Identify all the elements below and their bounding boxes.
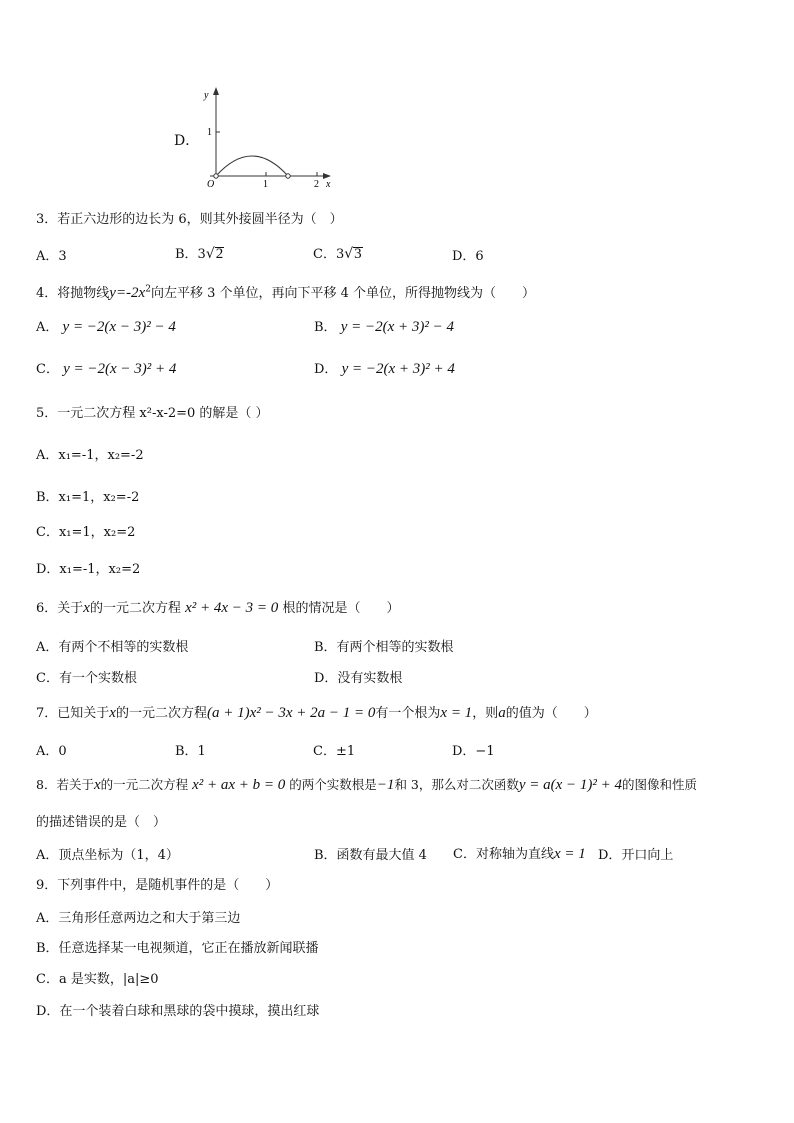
q8-option-b: B．函数有最大值 4: [314, 848, 427, 863]
q7-option-d: D．−1: [452, 744, 495, 759]
q5-option-d: D．x₁=-1，x₂=2: [36, 562, 141, 577]
q8-option-a: A．顶点坐标为（1，4）: [36, 848, 179, 863]
q6-option-c: C．有一个实数根: [36, 671, 137, 686]
q7-stem: 7．已知关于x的一元二次方程(a + 1)x² − 3x + 2a − 1 = 0有一个根为x = 1，则a的值为（ ）: [36, 705, 597, 721]
parabola-curve: [216, 156, 288, 176]
y-tick-1: 1: [207, 127, 212, 138]
q6-option-a: A．有两个不相等的实数根: [36, 640, 189, 655]
q9-stem: 9．下列事件中，是随机事件的是（ ）: [36, 878, 279, 893]
q3-option-c: C．3√3: [313, 246, 362, 262]
open-endpoint: [286, 174, 290, 178]
q7-option-b: B．1: [175, 744, 206, 759]
q4-option-d: D． y = −2(x + 3)² + 4: [314, 361, 455, 377]
x-tick-2: 2: [314, 179, 319, 190]
q3-option-b: B．3√2: [175, 246, 224, 262]
y-axis-label: y: [204, 90, 209, 101]
q9-option-b: B．任意选择某一电视频道，它正在播放新闻联播: [36, 941, 319, 956]
q8-stem-line2: 的描述错误的是（ ）: [36, 815, 167, 830]
q8-option-d: D．开口向上: [598, 848, 674, 863]
q6-stem: 6．关于x的一元二次方程 x² + 4x − 3 = 0 根的情况是（ ）: [36, 600, 400, 616]
q9-option-c: C．a 是实数，|a|≥0: [36, 972, 159, 987]
q5-option-b: B．x₁=1，x₂=-2: [36, 490, 140, 505]
option-d-label: D．: [174, 133, 200, 149]
option-d-graph: [196, 86, 346, 196]
x-axis-label: x: [326, 179, 331, 190]
q3-stem: 3．若正六边形的边长为 6，则其外接圆半径为（ ）: [36, 212, 343, 227]
q8-option-c: C．对称轴为直线x = 1: [453, 846, 586, 862]
origin-label: O: [207, 179, 215, 190]
q4-option-c: C． y = −2(x − 3)² + 4: [36, 361, 177, 377]
q3-option-d: D．6: [452, 249, 484, 264]
q7-option-c: C．±1: [313, 744, 356, 759]
q5-option-a: A．x₁=-1，x₂=-2: [36, 448, 144, 463]
origin-point: [214, 174, 218, 178]
q3-option-a: A．3: [36, 249, 67, 264]
y-axis-arrow: [213, 87, 219, 95]
q8-stem: 8．若关于x的一元二次方程 x² + ax + b = 0 的两个实数根是−1和 3，那么对二次函数y = a(x − 1)² + 4的图像和性质: [36, 777, 698, 793]
q4-option-b: B． y = −2(x + 3)² − 4: [314, 319, 454, 335]
q4-option-a: A． y = −2(x − 3)² − 4: [36, 319, 176, 335]
q5-stem: 5．一元二次方程 x²-x-2=0 的解是（ ）: [36, 406, 269, 421]
q9-option-a: A．三角形任意两边之和大于第三边: [36, 911, 241, 926]
q5-option-c: C．x₁=1，x₂=2: [36, 525, 136, 540]
q4-stem: 4．将抛物线$y=-2x^2$向左平移 3 个单位，再向下平移 4 个单位，所得抛物线为（ ）: [36, 284, 536, 301]
q6-option-b: B．有两个相等的实数根: [314, 640, 454, 655]
q7-option-a: A．0: [36, 744, 67, 759]
q9-option-d: D．在一个装着白球和黑球的袋中摸球，摸出红球: [36, 1004, 320, 1019]
q6-option-d: D．没有实数根: [314, 671, 403, 686]
x-tick-1: 1: [263, 179, 268, 190]
